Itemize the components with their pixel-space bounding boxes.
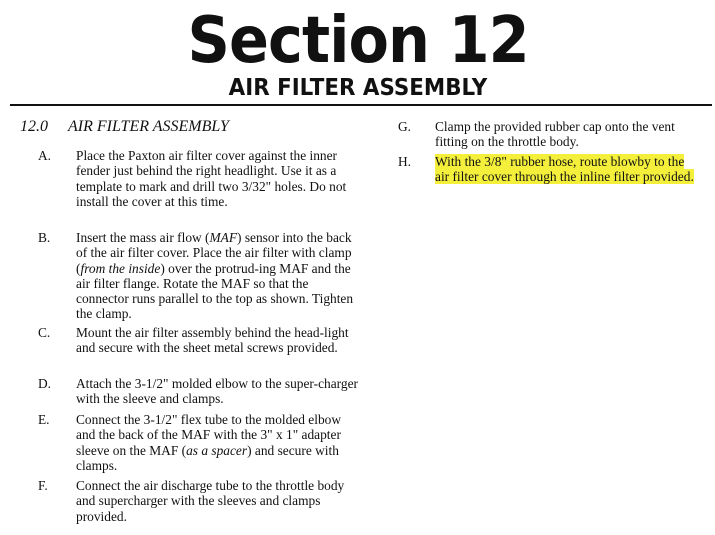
- section-subtitle: AIR FILTER ASSEMBLY: [228, 75, 488, 101]
- step-letter: C.: [38, 325, 51, 340]
- step-text: [76, 376, 358, 407]
- step-text: [435, 154, 698, 185]
- step-text: [76, 148, 358, 209]
- step-text-run: ) and secure with clamps.: [76, 442, 339, 473]
- step-text-run: Place the Paxton air filter cover against the inner fender just behind the right headlight. Use it as a template to mark and drill two 3/32" holes. Do not install the cover at this time.: [76, 148, 347, 209]
- italic-text: from the inside: [80, 260, 161, 276]
- step-text: [76, 412, 358, 473]
- step-letter: F.: [38, 478, 48, 493]
- step-text: [76, 478, 358, 524]
- step-text: [435, 119, 698, 150]
- step-letter: A.: [38, 148, 52, 163]
- step-text-run: ) sensor into the back of the air filter cover. Place the air filter with clamp (: [76, 230, 352, 276]
- step-text-run: ) over the protrud-ing MAF and the air filter flange. Rotate the MAF so that the connector runs parallel to the top as shown. Tighten the clamp.: [76, 260, 354, 322]
- step-letter: E.: [38, 412, 50, 427]
- step-text: [76, 325, 358, 356]
- step-e: [38, 412, 358, 473]
- step-text-run: Insert the mass air flow (: [76, 230, 210, 245]
- section-heading-text: AIR FILTER ASSEMBLY: [68, 118, 229, 135]
- step-text: [76, 230, 358, 322]
- step-text-run: Attach the 3-1/2" molded elbow to the super-charger with the sleeve and clamps.: [76, 376, 358, 407]
- section-title: Section 12: [187, 4, 529, 78]
- step-text-run: Mount the air filter assembly behind the head-light and secure with the sheet metal screws provided.: [76, 325, 349, 356]
- step-h: [398, 154, 698, 185]
- step-f: [38, 478, 358, 524]
- section-heading: [20, 117, 229, 137]
- step-text-run: Connect the 3-1/2" flex tube to the molded elbow and the back of the MAF with the 3" x 1" adapter sleeve on the MAF (: [76, 412, 342, 458]
- section-number: 12.0: [20, 118, 48, 135]
- italic-text: as a spacer: [186, 442, 248, 458]
- step-c: [38, 325, 358, 356]
- section-header: [0, 0, 715, 106]
- step-letter: B.: [38, 230, 51, 245]
- step-b: [38, 230, 358, 322]
- step-d: [38, 376, 358, 407]
- italic-text: MAF: [209, 230, 238, 245]
- step-letter: H.: [398, 154, 412, 169]
- step-a: [38, 148, 358, 209]
- step-g: [398, 119, 698, 150]
- step-text-run: Clamp the provided rubber cap onto the vent fitting on the throttle body.: [435, 119, 675, 150]
- header-rule: [10, 104, 712, 106]
- step-letter: D.: [38, 376, 52, 391]
- highlighted-text: With the 3/8" rubber hose, route blowby to the air filter cover through the inline filter provided.: [435, 154, 694, 185]
- step-letter: G.: [398, 119, 412, 134]
- step-text-run: Connect the air discharge tube to the throttle body and supercharger with the sleeves and clamps provided.: [76, 478, 345, 524]
